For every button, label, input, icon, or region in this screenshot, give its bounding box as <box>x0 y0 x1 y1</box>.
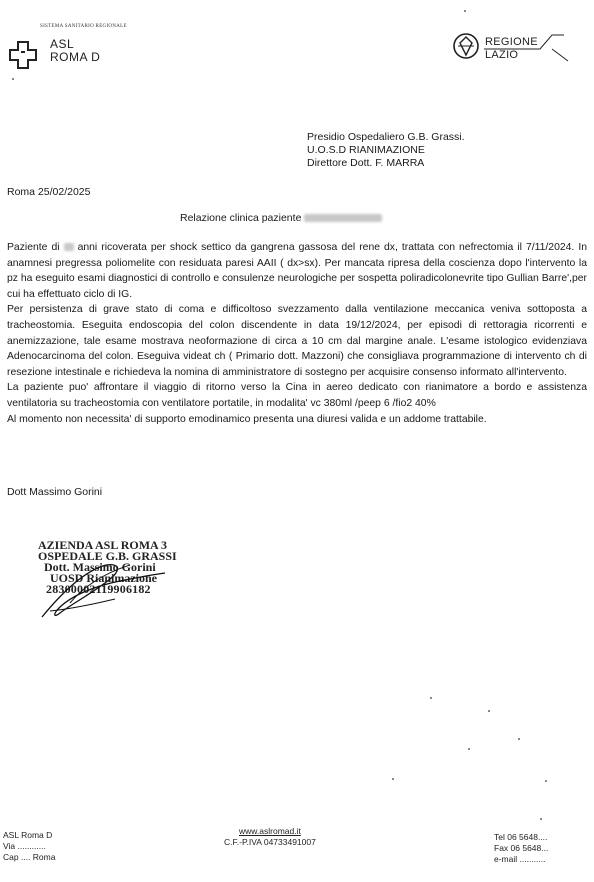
asl-line1: ASL <box>50 37 75 51</box>
footer-contacts <box>494 832 548 865</box>
hospital-address-block <box>307 131 465 170</box>
stamp-line2: OSPEDALE G.B. GRASSI <box>38 549 177 563</box>
letter-date: Roma 25/02/2025 <box>7 186 91 198</box>
footer-left-line2: Via ............ <box>3 841 46 851</box>
asl-logo-text <box>50 38 100 64</box>
letter-body <box>7 240 587 427</box>
scan-speck <box>392 778 394 780</box>
footer-website-link[interactable]: www.aslromad.it <box>238 826 301 836</box>
footer-phone: Tel 06 5648.... <box>494 832 548 842</box>
stamp-line3: Dott. Massimo Gorini <box>44 560 156 574</box>
region-line1: REGIONE <box>485 36 538 48</box>
footer-vat: C.F.-P.IVA 04733491007 <box>224 837 316 847</box>
paragraph-4: Al momento non necessita' di supporto emodinamico presenta una diuresi valida e un addome trattabile. <box>7 413 487 425</box>
scan-speck <box>12 78 14 80</box>
address-line1: Presidio Ospedaliero G.B. Grassi. <box>307 131 465 143</box>
redacted-patient-name <box>304 214 382 222</box>
stamp-line5: 28300002119906182 <box>46 582 151 596</box>
scan-speck <box>545 780 547 782</box>
scan-speck <box>464 10 466 12</box>
footer-left-line3: Cap .... Roma <box>3 852 56 862</box>
footer-address <box>3 830 55 863</box>
scan-speck <box>430 697 432 699</box>
asl-subtitle: SISTEMA SANITARIO REGIONALE <box>40 24 127 29</box>
scan-speck <box>518 738 520 740</box>
scan-speck <box>488 710 490 712</box>
address-line2: U.O.S.D RIANIMAZIONE <box>307 144 425 156</box>
address-line3: Direttore Dott. F. MARRA <box>307 157 425 169</box>
footer-email: e-mail ........... <box>494 854 546 864</box>
paragraph-1 <box>7 240 587 302</box>
letter-title <box>180 212 382 224</box>
paragraph-3: La paziente puo' affrontare il viaggio di ritorno verso la Cina in aereo dedicato con rianimatore a bordo e assistenza ventilatoria su tracheostomia con ventilatore portatile, in modalita' vc 380ml /peep 6 /fio2 40% <box>7 382 587 409</box>
paragraph-1-start: Paziente di <box>7 242 60 253</box>
footer-left-line1: ASL Roma D <box>3 830 53 840</box>
paragraph-1-rest: anni ricoverata per shock settico da gangrena gassosa del rene dx, trattata con nefrectomia il 7/11/2024. In anamnesi pregressa poliomelite con residuata paresi AAII ( dx>sx). Per mancata ripresa della coscienza dopo l'intervento la pz ha eseguito esami diagnostici di controllo e consulenze neurologiche per sospetta poliradicolonevrite tipo Gullian Barre',per cui ha effettuato ciclo di IG. <box>7 242 587 300</box>
handwritten-signature-icon <box>30 555 180 625</box>
signer-name: Dott Massimo Gorini <box>7 486 103 498</box>
redacted-age <box>64 243 74 251</box>
regione-lazio-text <box>485 36 538 62</box>
asl-line2: ROMA D <box>50 50 101 64</box>
asl-cross-logo-icon <box>8 38 40 70</box>
footer-fax: Fax 06 5648... <box>494 843 549 853</box>
scan-speck <box>468 748 470 750</box>
stamp-line1: AZIENDA ASL ROMA 3 <box>38 538 168 552</box>
stamp-line4: UOSD Rianimazione <box>50 571 158 585</box>
region-line2: LAZIO <box>485 49 519 61</box>
letter-title-text: Relazione clinica paziente <box>180 212 302 224</box>
paragraph-2: Per persistenza di grave stato di coma e difficoltoso svezzamento dalla ventilazione meccanica veniva sottoposta a tracheostomia. Eseguita endoscopia del colon discendente in data 19/12/2024, per episodi di rettoragia ricorrenti e anemizzazione, tale esame mostrava neoformazione di circa a 10 cm dal margine anale. L'esame istologico evidenziava Adenocarcinoma del colon. Eseguiva videat ch ( Primario dott. Mazzoni) che consigliava programmazione di intervento ch di resezione intestinale e richiedeva la nomina di amministratore di sostegno per acquisire consenso informato all'intervento. <box>7 304 587 378</box>
footer-center <box>224 826 316 848</box>
scan-speck <box>540 818 542 820</box>
